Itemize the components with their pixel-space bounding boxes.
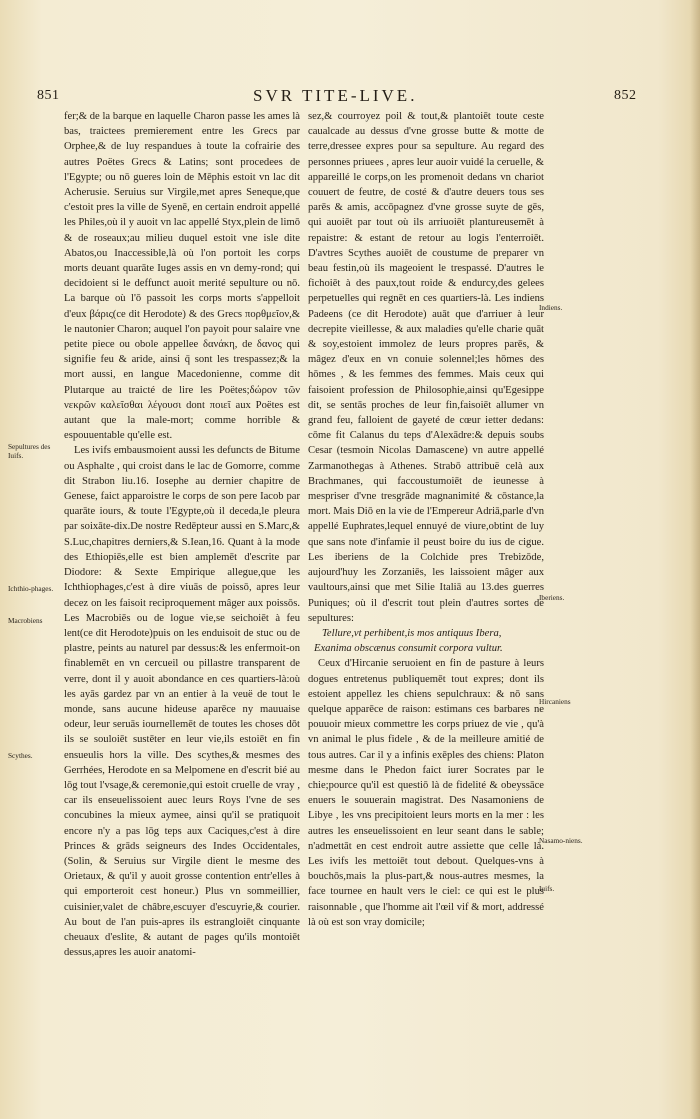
right-page-number: 852 [614,88,637,103]
margin-note-iuifs: Iuifs. [539,884,555,893]
left-text-column [64,109,300,960]
right-text-column [308,109,544,930]
verse-line-1: Tellure,vt perhibent,is mos antiquus Ibera, [322,627,502,639]
margin-note-sepultures: Sepultures des Iuifs. [8,442,51,460]
margin-note-indiens: Indiens. [539,303,563,312]
margin-note-macrobiens: Macrobiens [8,616,43,625]
right-paragraph-1: sez,& courroyez poil & tout,& plantoiēt toute ceste caualcade au dessus d'vne grosse butte & motte de terre,dressee expres pour sa sepulture. Au regard des personnes priuees , apres leur auoir vuidé la ceruelle, & appareillé le corps,on les promenoit dedans vn chariot couuert de feutre, de costé & d'autre deuers tous ses parēs & amis, accōpagnez d'vne grosse suyte de gēs, qui auoiēt par tout où ils arriuoiēt plantureusemēt à repaistre: & estant de retour au logis l'enterroiēt. D'avtres Scythes auoiēt de coustume de preparer vn beau festin,où ils mageoient le trespassé. D'autres le fichoiēt à des paux,tout roide & endurcy,des gelees perpetuelles qui regnēt en ces quartiers-là. Les indiens Padeens (ce dit Herodote) auāt que d'arriuer à leur decrepite vieillesse, & aux maladies qu'elle charie quāt & soy,estoient immolez de leurs propres parēs, & mâgez d'eux en vn conuie solennel;les hōmes des hōmes , & les femmes des femmes. Mais ceux qui faisoient profession de Philosophie,ainsi qu'Egesippe dit, se sentās proches de leur fin,faisoiēt allumer vn grand feu, falloient de gayeté de cœur ietter dedans: cōme fit Calanus du teps d'Alexādre:& depuis soubs Cesar (tesmoin Nicolas Damascene) vn autre appellé Zarmanothegas à Athenes. Strabō attribuë celà aux Brachmanes, qui faccoustumoiēt de ieunesse à mespriser d'vne tresgrāde magnanimité & cōstance,la mort. Mais Diō en la vie de l'Empereur Adriā,parle d'vn appellé Euphrates,lequel ennuyé de viure,obtint de luy que sans note d'infamie il peust boire du ius de cigue. Les iberiens de la Colchide pres Trebizōde, aujourd'huy les Zorzaniēs, les laissoient mâger aux vaultours,ainsi que met Silie Italiā au 13.des guerres Puniques; où il d'escrit tout plein d'autres sortes de sepultures: [308,111,544,624]
verse-line-2: Exanima obscænus consumit corpora vultur. [314,643,503,655]
left-paragraph-1: fer;& de la barque en laquelle Charon passe les ames là bas, traictees premierement entre les Grecs par Orphee,& de luy respandues à toute la cofrairie des autres Poëtes Grecs & Latins; sont procedees de l'Egypte; ou nō gueres loin de Mēphis estoit vn lac dit Acherusie. Seruius sur Virgile,met apres Seneque,que c'estoit pres la ville de Syenē, en certain endroit appellé les Philes,où il y auoit vn lac appellé Styx,plein de limō & de roseaux;au milieu duquel estoit vne isle dite Abatos,ou Inaccessible,là où l'on portoit les corps morts deuant quarāte Iuges assis en vn demy-rond; qui decidoient si le deffunct auoit merité sepulture ou nō. La barque où l'ō passoit les corps morts s'appelloit d'eux βάρις(ce dit Herodote) & des Grecs πορθμεῖον,& le nautonier Charon; auquel l'on payoit pour salaire vne petite piece ou obole appellee δανάκη, de δανος qui signifie feu & aride, ainsi q̄ sont les trespassez;& la mort aussi, en langue Macedonienne, comme dit Plutarque au traicté de lire les Poëtes;δώρον τῶν νεκρῶν καλεῖσθαι λέγουσι dont ποιεῖ aux Poëtes est autant que la male-mort; comme horrible & espouuentable qu'elle est. [64,111,300,442]
running-title: SVR TITE-LIVE. [253,86,418,105]
left-page-number: 851 [37,88,60,103]
left-paragraph-2: Les ivifs embausmoient aussi les defuncts de Bitume ou Asphalte , qui croist dans le lac de Gomorre, comme dit Strabon liu.16. Iosephe au dernier chapitre de Genese, faict apparoistre le corps de son pere Iacob par quarāte iours, & toute l'Egypte,où il deceda,le pleura par soixāte-dix.De nostre Redēpteur aussi en S.Marc,& S.Luc,chapitres derniers,& S.Iean,16. Quant à la mode des Ethiopiēs,elle est bien amplemēt d'escrite par Diodore: & Sexte Empirique allegue,que les Ichthiophages,c'est à dire viuās de poissō, apres leur decez on les faisoit reciproquement mâger aux poissōs. Les Macrobiēs ou de logue vie,se seichoiēt à feu lent(ce dit Herodote)puis on les enduisoit de stuc ou de plastre, peints au naturel par dessus:& les enfermoit-on finablemēt en vn cercueil ou pillastre transparent de verre, dont il y auoit abondance en ces quartiers-là:où les ayās gardez par vn an entier à la veuë de tout le monde, sans aucune hideuse aparēce ny mauuaise odeur, leur seruās iournellemēt de toutes les choses dōt ils se souloiēt sustēter en leur vie,ils estoiēt en fin ensueulis hors la ville. Des scythes,& mesmes des Gerrhées, Herodote en sa Melpomene en d'escrit bié au lōg tout l'vsage,& ceremonie,qui estoit cruelle de vray , car ils enseuelissoient auec leurs Roys l'vne de ses concubines la mieux aymee, ainsi qu'il se pratiquoit encore n'y a pas lōg teps aux Caciques,c'est à dire Princes & grāds seigneurs des Indes Occidentales, (Solin, & Seruius sur Virgile dient le mesme des Orietaux, & qu'il y auoit grosse contention entr'elles à qui emporteroit cest honeur.) Plus vn sommeillier, cuisinier,valet de châbre,escuyer d'escuyrie,& courier. Au bout de l'an puis-apres ils estrangloiēt cinquante cheuaux d'eslite, & autant de pages qu'ils montoiēt dessus,apres les auoir anatomi- [64,445,300,959]
margin-note-ichthiophages: Ichthio-phages. [8,584,54,593]
margin-note-hircaniens: Hircaniens [539,697,571,706]
margin-note-scythes: Scythes. [8,751,33,760]
margin-note-iberiens: Iberiens. [539,593,565,602]
page-edge-shadow [690,0,700,1119]
margin-note-nasamoniens: Nasamo-niens. [539,836,583,845]
right-paragraph-2: Ceux d'Hircanie seruoient en fin de pasture à leurs dogues entretenus publiquemēt tout expres; dont ils estoient appellez les chiens sepulchraux: & nō sans quelque apparēce de raison: estimans ces barbares ne pouuoir mieux commettre les corps priuez de vie , qu'à vn animal le plus fidele , & de la meilleure amitié de tous autres. Car il y a infinis exēples des chiens: Platon mesme dans le Phedon faict iurer Socrates par le chie;pource qu'il est questiō là de fidelité & obeyssāce enuers le souuerain magistrat. Des Nasamoniens de Libye , les vns precipitoient leurs morts en la mer : les autres les enseuelissoient en leur seant dans le sable; n'admettāt en cest endroit autre assiette que celle là. Les ivifs les mettoiēt tout debout. Quelques-vns à bouchōs,mais la plus-part,& nous-autres mesmes, la face tournee en hault vers le ciel: ce qui est le plus raisonnable , que l'homme ait l'œil vif & mort, addressé là où est son vray domicile; [308,658,544,928]
